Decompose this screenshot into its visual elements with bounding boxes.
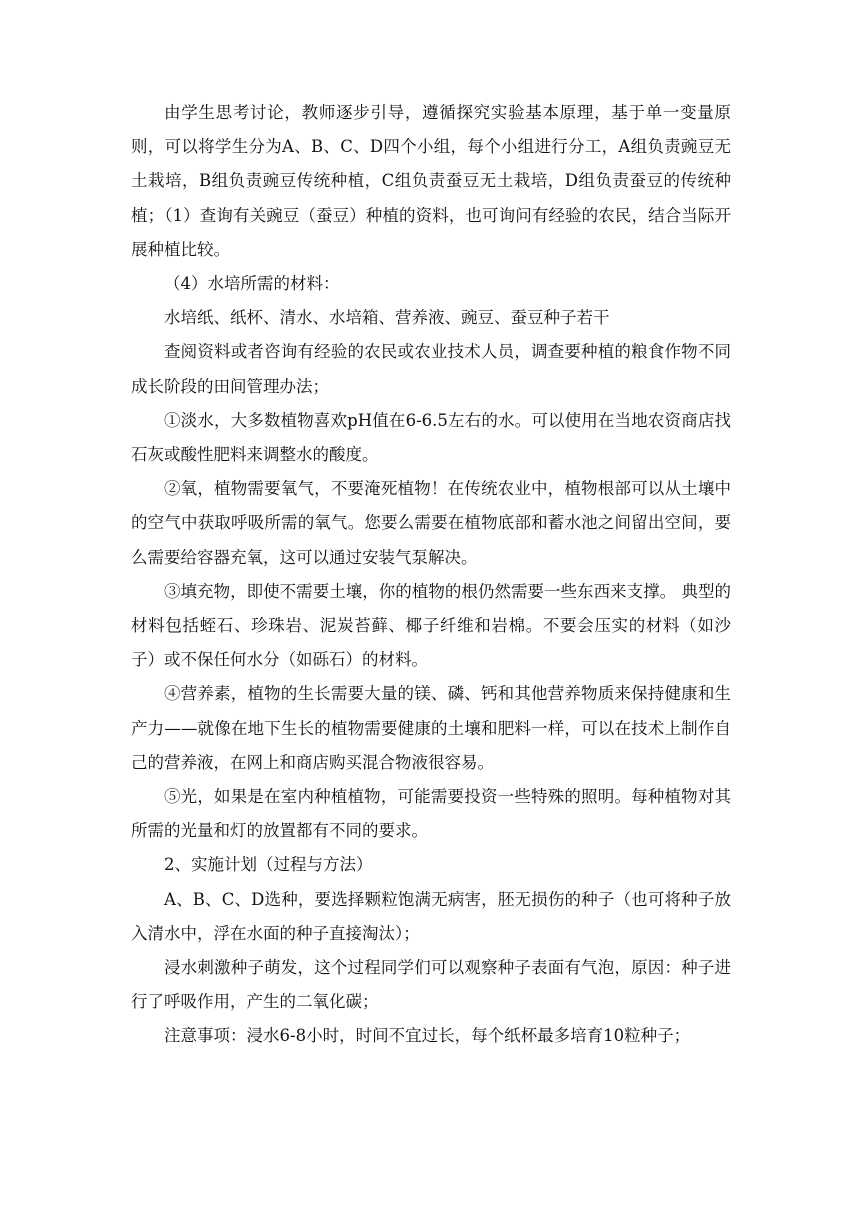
paragraph-seed-selection: A、B、C、D选种，要选择颗粒饱满无病害，胚无损伤的种子（也可将种子放入清水中，浮在水面的种子直接淘汰）；: [131, 889, 731, 943]
paragraph-light: ⑤光，如果是在室内种植植物，可能需要投资一些特殊的照明。每种植物对其所需的光量和灯的放置都有不同的要求。: [131, 787, 731, 841]
paragraph-consult: 查阅资料或者咨询有经验的农民或农业技术人员，调查要种植的粮食作物不同成长阶段的田间管理办法；: [131, 342, 731, 396]
document-body: [131, 96, 731, 1054]
paragraph-materials-heading: （4）水培所需的材料：: [164, 274, 340, 294]
paragraph-intro: 由学生思考讨论，教师逐步引导，遵循探究实验基本原理，基于单一变量原则，可以将学生分为A、B、C、D四个小组，每个小组进行分工，A组负责豌豆无土栽培，B组负责豌豆传统种植，C组负责蚕豆无土栽培，D组负责蚕豆的传统种植；（1）查询有关豌豆（蚕豆）种植的资料，也可询问有经验的农民，结合当际开展种植比较。: [131, 103, 731, 259]
paragraph-filler: ③填充物，即使不需要土壤，你的植物的根仍然需要一些东西来支撑。 典型的材料包括蛭石、珍珠岩、泥炭苔藓、椰子纤维和岩棉。不要会压实的材料（如沙子）或不保任何水分（如砾石）的材料。: [131, 581, 731, 670]
paragraph-plan-heading: 2、实施计划（过程与方法）: [164, 855, 373, 875]
paragraph-notes: 注意事项：浸水6-8小时，时间不宜过长，每个纸杯最多培育10粒种子；: [164, 1026, 691, 1046]
paragraph-water: ①淡水，大多数植物喜欢pH值在6-6.5左右的水。可以使用在当地农资商店找石灰或酸性肥料来调整水的酸度。: [131, 410, 731, 465]
paragraph-soaking: 浸水刺激种子萌发，这个过程同学们可以观察种子表面有气泡，原因：种子进行了呼吸作用，产生的二氧化碳；: [131, 958, 731, 1012]
paragraph-nutrients: ④营养素，植物的生长需要大量的镁、磷、钙和其他营养物质来保持健康和生产力——就像在地下生长的植物需要健康的土壤和肥料一样，可以在技术上制作自己的营养液，在网上和商店购买混合物液很容易。: [131, 684, 731, 772]
paragraph-materials-list: 水培纸、纸杯、清水、水培箱、营养液、豌豆、蚕豆种子若干: [164, 308, 610, 328]
paragraph-oxygen: ②氧，植物需要氧气，不要淹死植物！在传统农业中，植物根部可以从土壤中的空气中获取呼吸所需的氧气。您要么需要在植物底部和蓄水池之间留出空间，要么需要给容器充氧，这可以通过安装气泵解决。: [131, 479, 731, 567]
